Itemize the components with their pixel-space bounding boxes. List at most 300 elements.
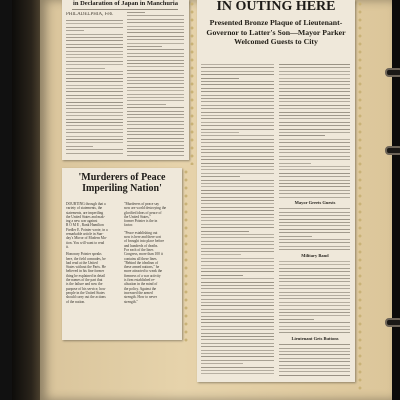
newsprint-line — [127, 26, 184, 27]
newsprint-line — [127, 131, 184, 132]
newsprint-line — [201, 217, 274, 218]
newsprint-line — [279, 348, 350, 349]
newsprint-line — [279, 332, 350, 333]
newsprint-line — [279, 166, 350, 167]
editorial-body-line: For each of the lines — [124, 247, 154, 252]
editorial-col-1 — [66, 202, 120, 337]
newsprint-line — [279, 375, 350, 376]
newsprint-line — [66, 74, 123, 75]
newsprint-line — [201, 156, 274, 157]
newsprint-line — [201, 343, 274, 344]
newsprint-line — [201, 176, 240, 177]
binder-ring — [385, 146, 400, 155]
editorial-body-line: people in the United States — [66, 290, 105, 295]
newsprint-line — [66, 149, 123, 150]
newsprint-line — [127, 90, 184, 91]
newsprint-line — [279, 354, 350, 355]
newsprint-line — [201, 132, 239, 133]
editorial-body-line: purpose of his service, how — [66, 286, 106, 291]
main-subhead: Presented Bronze Plaque of Lieutenant-Governor to Latter's Son—Mayor Parker Welcomed Guests to City — [206, 18, 346, 46]
newsprint-line — [279, 329, 350, 330]
newsprint-line — [127, 87, 184, 88]
newsprint-line — [279, 302, 350, 303]
newsprint-line — [201, 166, 274, 167]
newsprint-line — [279, 74, 350, 75]
section-heading: Lieutenant Gets Buttons — [291, 335, 339, 341]
newsprint-line — [66, 142, 123, 143]
newsprint-line — [279, 358, 350, 359]
editorial-body-line: R O M E , Rank Hamilton — [66, 223, 104, 228]
newsprint-line — [127, 63, 184, 64]
newsprint-line — [201, 105, 274, 106]
clipping-main — [197, 0, 355, 382]
clipping-top-left-text — [66, 12, 124, 157]
newsprint-line — [279, 190, 350, 191]
newsprint-line — [201, 360, 274, 361]
newsprint-line — [279, 371, 350, 372]
newsprint-line — [127, 128, 184, 129]
newsprint-line — [201, 350, 274, 351]
editorial-body-line: variety of statements, the — [66, 206, 103, 211]
newsprint-line — [279, 368, 350, 369]
newsprint-line — [279, 193, 350, 194]
newsprint-line — [201, 139, 274, 140]
newsprint-line — [279, 239, 350, 240]
newsprint-line — [279, 271, 350, 272]
newsprint-line — [66, 146, 93, 147]
newsprint-line — [201, 288, 274, 289]
newsprint-line — [201, 197, 274, 198]
newsprint-line — [279, 219, 350, 220]
newsprint-line — [279, 183, 350, 184]
newsprint-line — [279, 176, 350, 177]
newsprint-line — [201, 278, 274, 279]
newsprint-line — [279, 115, 350, 116]
newsprint-line — [279, 197, 350, 198]
newsprint-line — [279, 84, 350, 85]
newsprint-line — [201, 339, 274, 340]
editorial-body-line: of the nation. — [66, 299, 86, 304]
newsprint-line — [279, 361, 350, 362]
newsprint-line — [66, 112, 123, 113]
newsprint-line — [127, 117, 184, 118]
editorial-body-line: alisation in the mind of — [124, 282, 158, 287]
newsprint-line — [66, 44, 123, 45]
newsprint-line — [279, 180, 350, 181]
newsprint-line — [201, 112, 274, 113]
newsprint-line — [279, 229, 350, 230]
newsprint-line — [279, 365, 350, 366]
newsprint-line — [201, 234, 274, 235]
newsprint-line — [201, 322, 274, 323]
newsprint-line — [201, 91, 274, 92]
newsprint-line — [127, 12, 145, 13]
newsprint-line — [127, 80, 184, 81]
newsprint-line — [66, 115, 123, 116]
newsprint-line — [66, 119, 123, 120]
newsprint-line — [279, 298, 350, 299]
newsprint-line — [201, 370, 274, 371]
newsprint-line — [201, 268, 274, 269]
editorial-body-line: remarkable article in Sun- — [66, 232, 104, 237]
newsprint-line — [201, 108, 274, 109]
binder-ring — [385, 68, 400, 77]
newsprint-line — [66, 54, 123, 55]
editorial-body-line: "Murderers of peace say — [124, 202, 160, 206]
newsprint-line — [201, 173, 274, 174]
newsprint-line — [201, 142, 274, 143]
newsprint-line — [66, 102, 123, 103]
newsprint-line — [201, 271, 274, 272]
newsprint-line — [66, 122, 123, 123]
newsprint-line — [279, 295, 350, 296]
newsprint-line — [279, 288, 350, 289]
newsprint-line — [127, 66, 184, 67]
newsprint-line — [201, 98, 274, 99]
newsprint-line — [127, 43, 184, 44]
newsprint-line — [201, 244, 274, 245]
newsprint-line — [279, 67, 350, 68]
newsprint-line — [201, 129, 274, 130]
newsprint-line — [279, 173, 350, 174]
newsprint-line — [127, 141, 184, 142]
newsprint-line — [279, 125, 350, 126]
newsprint-line — [279, 268, 350, 269]
newsprint-line — [279, 142, 350, 143]
newsprint-line — [201, 265, 274, 266]
editorial-body-line: more attracted to weak the — [124, 269, 163, 274]
newsprint-line — [201, 118, 274, 119]
newsprint-line — [201, 95, 274, 96]
newsprint-line — [201, 220, 274, 221]
newsprint-line — [66, 68, 105, 69]
newsprint-line — [201, 169, 274, 170]
newsprint-line — [127, 124, 184, 125]
newsprint-line — [66, 27, 123, 28]
newsprint-line — [279, 292, 350, 293]
newsprint-line — [279, 159, 350, 160]
newsprint-line — [279, 71, 350, 72]
newsprint-line — [201, 88, 274, 89]
editorial-body-line: DOUBTING through that a — [66, 202, 106, 206]
editorial-body-line: believed in his fine former — [66, 269, 105, 274]
newsprint-line — [279, 156, 350, 157]
newsprint-line — [201, 282, 274, 283]
newsprint-line — [279, 208, 350, 209]
newsprint-line — [279, 264, 350, 265]
newsprint-line — [201, 78, 239, 79]
newsprint-line — [127, 56, 184, 57]
newsprint-line — [127, 121, 184, 122]
newsprint-line — [201, 152, 274, 153]
newsprint-line — [201, 319, 274, 320]
editorial-body-line: factor. — [124, 223, 134, 228]
newsprint-line — [201, 81, 274, 82]
editorial-body-line: the policy. Against the — [124, 286, 157, 291]
editorial-body-line: had read at the United — [66, 260, 98, 265]
editorial-body-line: States without the Parts. He — [66, 265, 106, 270]
newsprint-line — [201, 227, 274, 228]
newsprint-line — [201, 373, 274, 374]
newsprint-line — [66, 47, 123, 48]
newsprint-line — [201, 122, 274, 123]
newsprint-line — [201, 193, 274, 194]
newsprint-line — [201, 329, 274, 330]
newsprint-line — [201, 200, 274, 201]
editorial-body-line: strength. How to never — [124, 295, 157, 300]
newsprint-line — [66, 88, 123, 89]
editorial-body-line: now is here and there sort — [124, 235, 162, 240]
newsprint-line — [279, 222, 350, 223]
newsprint-line — [66, 98, 123, 99]
newsprint-line — [66, 61, 123, 62]
newsprint-line — [279, 169, 350, 170]
newsprint-line — [279, 78, 350, 79]
newsprint-line — [201, 326, 274, 327]
perforation — [188, 0, 196, 165]
newsprint-line — [201, 241, 274, 242]
newsprint-line — [66, 71, 123, 72]
newsprint-line — [127, 134, 184, 135]
newsprint-line — [279, 242, 350, 243]
newsprint-line — [201, 302, 274, 303]
editorial-body-line: contains all these lines. — [124, 256, 158, 261]
newsprint-line — [201, 309, 274, 310]
newsprint-line — [127, 94, 184, 95]
newsprint-line — [279, 351, 350, 352]
newsprint-line — [66, 139, 123, 140]
newsprint-line — [279, 236, 312, 237]
newsprint-line — [279, 275, 350, 276]
main-text-col-1 — [201, 64, 275, 378]
newsprint-line — [127, 70, 184, 71]
editorial-body-line: and hundreds of deaths. — [124, 243, 159, 248]
editorial-body-line: should carry out the actions — [66, 295, 106, 300]
newsprint-line — [201, 183, 274, 184]
editorial-body-line: former Poinier is the in — [124, 219, 158, 224]
editorial-body-line: ing a new war against — [66, 219, 98, 224]
newsprint-line — [66, 129, 123, 130]
newsprint-line — [127, 22, 184, 23]
newsprint-line — [201, 71, 274, 72]
newsprint-line — [66, 108, 123, 109]
editorial-body-line: these armed nations," he — [124, 265, 160, 270]
newsprint-line — [201, 258, 274, 259]
newsprint-line — [127, 39, 184, 40]
editorial-body-line: now are world destroying the — [124, 206, 167, 211]
newsprint-line — [201, 180, 274, 181]
newsprint-line — [201, 336, 274, 337]
newsprint-line — [201, 367, 274, 368]
newsprint-line — [279, 163, 311, 164]
newsprint-line — [127, 97, 184, 98]
newsprint-line — [66, 81, 123, 82]
newsprint-line — [279, 278, 350, 279]
newsprint-line — [279, 149, 350, 150]
newsprint-line — [279, 81, 350, 82]
newsprint-line — [279, 146, 350, 147]
newsprint-line — [201, 251, 274, 252]
newsprint-line — [127, 60, 184, 61]
clipping-top-left-headline: in Declaration of Japan in Manchuria — [73, 0, 178, 7]
newsprint-line — [201, 67, 274, 68]
newsprint-line — [279, 129, 350, 130]
newsprint-line — [66, 34, 123, 35]
newsprint-line — [279, 326, 350, 327]
editorial-body-line: it. — [66, 244, 69, 249]
newsprint-line — [201, 84, 274, 85]
editorial-body-line: Honorary Poinier speaks — [66, 252, 102, 257]
main-text-col-2 — [279, 64, 351, 378]
newsprint-line — [127, 53, 184, 54]
newsprint-line — [279, 322, 350, 323]
rule — [72, 9, 178, 10]
newsprint-line — [279, 305, 350, 306]
newsprint-line — [201, 163, 274, 164]
editorial-body-line: here, the field comrades, be — [66, 256, 106, 261]
newsprint-line — [127, 29, 184, 30]
newsprint-line — [279, 108, 350, 109]
perforation — [356, 0, 364, 390]
newsprint-line — [201, 353, 274, 354]
newsprint-line — [201, 74, 274, 75]
editorial-body-line: firmness of a war activity — [124, 273, 161, 278]
newsprint-line — [201, 285, 274, 286]
editorial-col-2 — [124, 202, 178, 337]
editorial-body-line: increased the armed — [124, 290, 153, 295]
newsprint-line — [201, 305, 274, 306]
editorial-body-line: the United States and mak- — [66, 214, 105, 219]
newsprint-line — [279, 135, 325, 136]
newsprint-line — [279, 95, 350, 96]
newsprint-line — [66, 20, 123, 21]
newsprint-line — [279, 281, 350, 282]
newsprint-line — [279, 285, 350, 286]
newsprint-line — [201, 363, 243, 364]
newsprint-line — [127, 19, 184, 20]
editorial-body-line: tion. You will want to read — [66, 240, 105, 245]
newsprint-line — [201, 312, 274, 313]
newsprint-line — [279, 98, 350, 99]
newsprint-line — [279, 112, 350, 113]
newsprint-line — [201, 207, 274, 208]
newsprint-line — [279, 312, 350, 313]
newsprint-line — [201, 275, 243, 276]
newsprint-line — [279, 91, 350, 92]
editorial-body-line: is firm established re- — [124, 278, 156, 283]
newsprint-line — [66, 153, 123, 154]
newsprint-line — [279, 212, 350, 213]
newsprint-line — [279, 122, 350, 123]
binder-ring — [385, 318, 400, 327]
editorial-body-line: strength." — [124, 299, 138, 304]
newsprint-line — [201, 292, 274, 293]
newsprint-line — [201, 210, 274, 211]
newsprint-line — [201, 237, 274, 238]
newsprint-line — [279, 152, 350, 153]
clipping-editorial — [62, 168, 182, 340]
newsprint-line — [66, 30, 84, 31]
newsprint-line — [66, 23, 123, 24]
editorial-body-line: Congress, more than 100 it — [124, 252, 163, 257]
newsprint-line — [127, 104, 166, 105]
newsprint-line — [279, 225, 350, 226]
newsprint-line — [66, 51, 123, 52]
newsprint-line — [279, 139, 350, 140]
editorial-body-line: "Peace establishing out — [124, 230, 158, 235]
newsprint-line — [279, 261, 350, 262]
clipping-top-left-dateline: PHILADELPHIA, Feb. — [66, 12, 114, 17]
clipping-top-left-text-col2 — [127, 12, 185, 157]
newsprint-line — [201, 231, 249, 232]
clipping-top-left — [62, 0, 189, 160]
newsprint-line — [279, 315, 350, 316]
newsprint-line — [201, 190, 274, 191]
newsprint-line — [201, 248, 274, 249]
newsprint-line — [66, 40, 123, 41]
newsprint-line — [127, 73, 184, 74]
newsprint-line — [279, 101, 350, 102]
newsprint-line — [279, 186, 350, 187]
newsprint-line — [201, 261, 274, 262]
main-headline: IN OUTING HERE — [216, 0, 336, 14]
newsprint-line — [279, 88, 350, 89]
newsprint-line — [66, 125, 123, 126]
newsprint-line — [279, 344, 350, 345]
newsprint-line — [66, 37, 123, 38]
editorial-body-line: of brought into place before — [124, 239, 165, 244]
editorial-body-line: day's Mirror of Modern Ma- — [66, 236, 107, 241]
newsprint-line — [127, 155, 184, 156]
newsprint-line — [201, 295, 274, 296]
newsprint-line — [201, 356, 274, 357]
newsprint-line — [279, 246, 350, 247]
newsprint-line — [127, 46, 162, 47]
newsprint-line — [279, 232, 350, 233]
section-heading: Military Band — [301, 252, 329, 258]
newsprint-line — [201, 316, 274, 317]
newsprint-line — [127, 83, 184, 84]
newsprint-line — [127, 77, 184, 78]
binding-edge — [392, 0, 400, 400]
page-gutter-shadow — [12, 0, 40, 400]
newsprint-line — [127, 148, 184, 149]
newsprint-line — [279, 132, 350, 133]
newsprint-line — [127, 111, 184, 112]
newsprint-line — [66, 85, 123, 86]
newsprint-line — [201, 101, 274, 102]
editorial-body-line: thing he explained in detail — [66, 273, 106, 278]
editorial-body-line: the names of the part that — [66, 278, 103, 283]
newsprint-line — [279, 309, 350, 310]
newsprint-line — [127, 49, 184, 50]
newsprint-line — [66, 105, 123, 106]
newsprint-line — [127, 114, 184, 115]
newsprint-line — [279, 215, 350, 216]
newsprint-line — [201, 135, 274, 136]
newsprint-line — [201, 254, 241, 255]
newsprint-line — [201, 149, 274, 150]
newsprint-line — [201, 224, 274, 225]
editorial-body-line: glorified ideas of peace of — [124, 210, 162, 215]
editorial-body-line: the United States," — [124, 214, 151, 219]
newsprint-line — [279, 64, 350, 65]
newsprint-line — [279, 319, 314, 320]
newsprint-line — [127, 151, 184, 152]
section-heading: Mayor Greets Guests — [294, 200, 336, 205]
newsprint-line — [66, 57, 123, 58]
newsprint-line — [279, 105, 350, 106]
